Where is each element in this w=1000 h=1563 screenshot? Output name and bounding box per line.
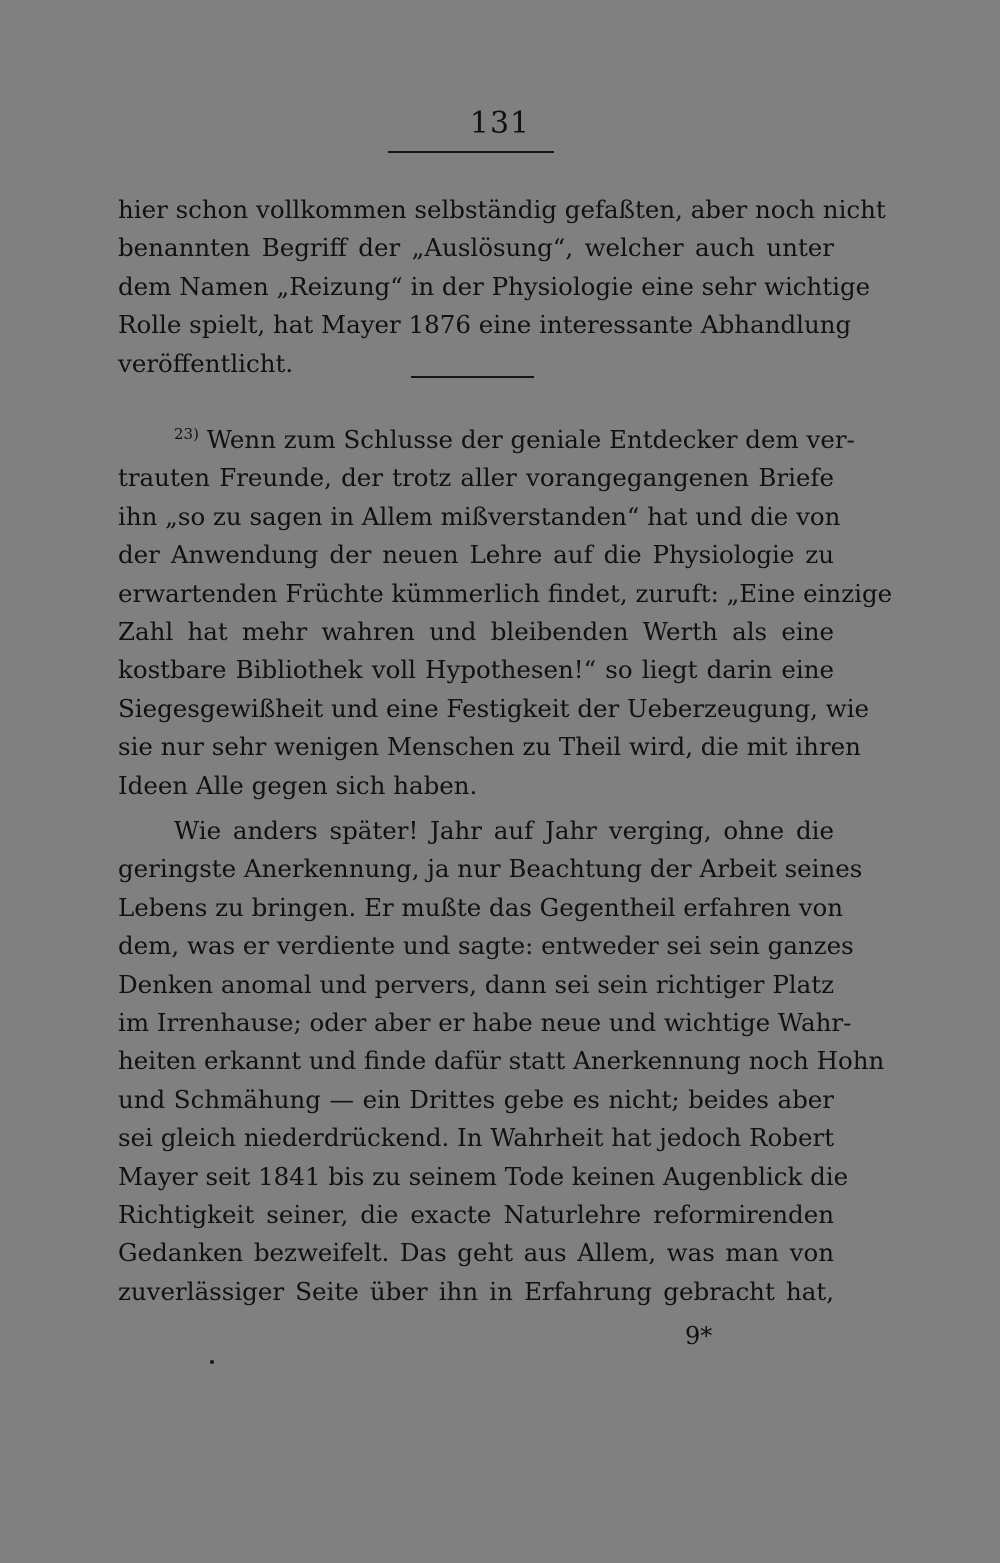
text-line: der Anwendung der neuen Lehre auf die Physiologie zu <box>118 540 834 570</box>
paragraph-continuation <box>118 191 886 383</box>
text-line: Gedanken bezweifelt. Das geht aus Allem, was man von <box>118 1238 834 1268</box>
footnote-23 <box>118 421 893 805</box>
text-line: Zahl hat mehr wahren und bleibenden Werth als eine <box>118 616 834 646</box>
text-line: heiten erkannt und finde dafür statt Anerkennung noch Hohn <box>118 1046 885 1076</box>
text-line: kostbare Bibliothek voll Hypothesen!“ so liegt darin eine <box>118 655 834 685</box>
page-number: 131 <box>469 106 531 141</box>
text-line: hier schon vollkommen selbständig gefaßten, aber noch nicht <box>118 195 886 224</box>
text-line: dem, was er verdiente und sagte: entweder sei sein ganzes <box>118 931 854 961</box>
text-line: Siegesgewißheit und eine Festigkeit der Ueberzeugung, wie <box>118 693 870 723</box>
text-line: Wenn zum Schlusse der geniale Entdecker dem ver- <box>206 425 855 454</box>
text-line: im Irrenhause; oder aber er habe neue und wichtige Wahr- <box>118 1007 852 1037</box>
text-line: Rolle spielt, hat Mayer 1876 eine interessante Abhandlung <box>118 310 852 340</box>
text-line: sie nur sehr wenigen Menschen zu Theil wird, die mit ihren <box>118 732 861 762</box>
text-line: benannten Begriff der „Auslösung“, welcher auch unter <box>118 233 834 263</box>
text-line: erwartenden Früchte kümmerlich findet, zuruft: „Eine einzige <box>118 578 893 608</box>
text-line: zuverlässiger Seite über ihn in Erfahrung gebracht hat, <box>118 1276 834 1306</box>
footnote-marker: 23) <box>174 424 199 443</box>
text-line: sei gleich niederdrückend. In Wahrheit hat jedoch Robert <box>118 1123 835 1153</box>
paragraph-main <box>118 812 885 1311</box>
header-rule <box>388 151 554 153</box>
text-line: dem Namen „Reizung“ in der Physiologie eine sehr wichtige <box>118 271 871 301</box>
text-line: Ideen Alle gegen sich haben. <box>118 770 478 800</box>
text-line: Denken anomal und pervers, dann sei sein richtiger Platz <box>118 969 834 999</box>
sheet-signature: 9* <box>685 1322 713 1350</box>
text-line: geringste Anerkennung, ja nur Beachtung der Arbeit seines <box>118 854 863 884</box>
text-line: veröffentlicht. <box>118 348 294 378</box>
text-line: Richtigkeit seiner, die exacte Naturlehre reformirenden <box>118 1199 834 1229</box>
text-line: Lebens zu bringen. Er mußte das Gegentheil erfahren von <box>118 892 844 922</box>
print-speck <box>210 1360 214 1364</box>
text-line: Wie anders später! Jahr auf Jahr verging, ohne die <box>174 816 834 845</box>
text-line: ihn „so zu sagen in Allem mißverstanden“ hat und die von <box>118 501 841 531</box>
text-line: Mayer seit 1841 bis zu seinem Tode keinen Augenblick die <box>118 1161 849 1191</box>
section-divider <box>411 376 534 378</box>
text-line: trauten Freunde, der trotz aller vorangegangenen Briefe <box>118 463 834 493</box>
text-line: und Schmähung — ein Drittes gebe es nicht; beides aber <box>118 1084 834 1114</box>
footnote-first-line <box>118 421 855 459</box>
